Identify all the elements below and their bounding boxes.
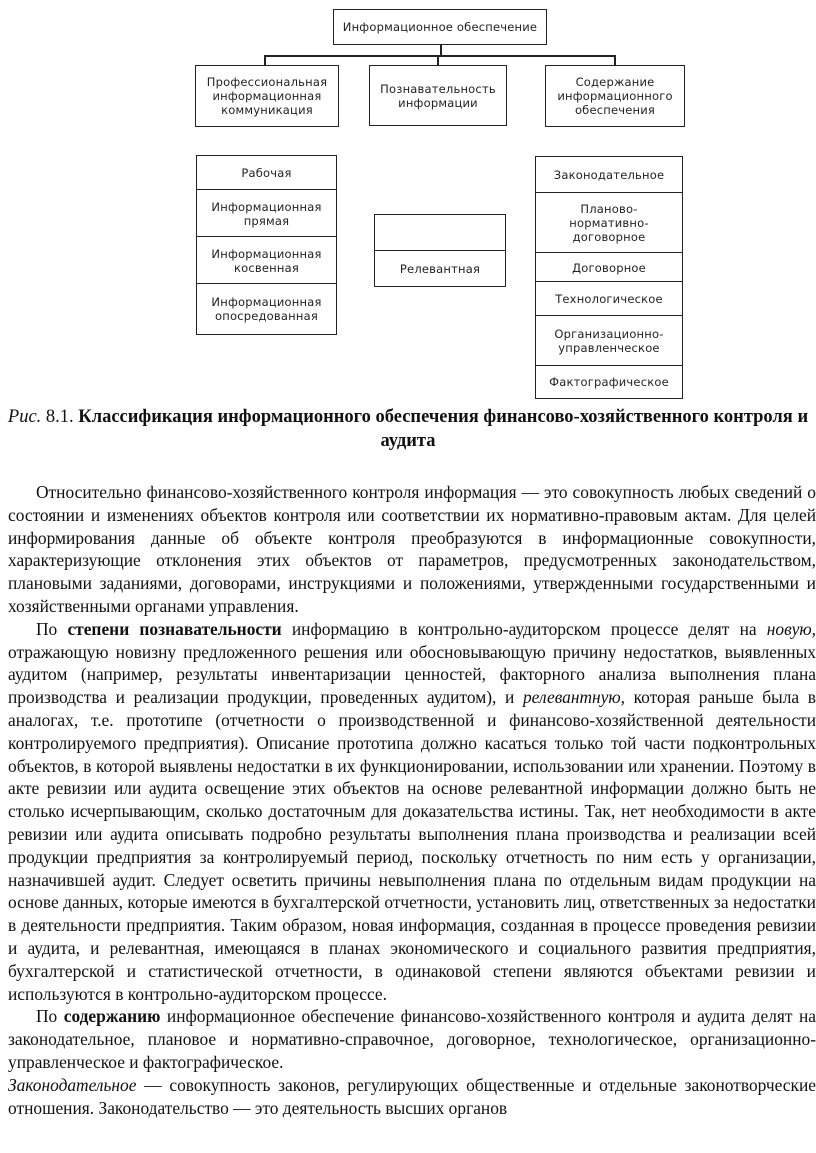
group-box-professional: Профессиональная информационная коммуникация <box>195 65 339 127</box>
p2-relevant: релевантную, <box>522 687 625 708</box>
p2-text-1: информацию в контрольно-аудиторском процессе делят на <box>281 618 767 639</box>
p2-new: новую, <box>766 618 816 639</box>
p3-term: содержанию <box>63 1006 161 1027</box>
figure-caption <box>0 405 816 453</box>
paragraph-3 <box>8 1005 816 1073</box>
connector-horizontal <box>264 55 615 57</box>
item-box-working: Рабочая <box>196 155 337 191</box>
item-box-legislative: Законодательное <box>535 156 683 194</box>
item-box-organizational: Организационно- управленческое <box>535 315 683 367</box>
item-box-relevant: Релевантная <box>374 250 506 287</box>
paragraph-4 <box>8 1074 816 1120</box>
item-box-mediated: Информационная опосредованная <box>196 283 337 335</box>
group-box-content: Содержание информационного обеспечения <box>545 65 685 127</box>
diagram-root-box: Информационное обеспечение <box>333 9 547 45</box>
paragraph-2 <box>8 618 816 1006</box>
p2-lead: По <box>36 618 68 639</box>
caption-prefix: Рис. <box>7 407 42 427</box>
p2-text-2: отражающую новизну предложенного решения или обосновывающую причину недостатков, выявленных аудитом (например, результаты инвентаризации ценностей, факторного анализа выполнения плана производства и реализации продукции, проведенных аудитом), и <box>8 641 816 708</box>
item-box-empty <box>374 214 506 252</box>
item-box-indirect: Информационная косвенная <box>196 236 337 285</box>
p3-text: информационное обеспечение финансово-хозяйственного контроля и аудита делят на законодательное, плановое и нормативно-справочное, договорное, технологическое, организационно-управленческое и фактографическое. <box>8 1006 816 1072</box>
connector-mid-down <box>437 55 439 65</box>
p3-lead: По <box>36 1006 64 1027</box>
group-box-cognitive: Познавательность информации <box>369 65 507 126</box>
classification-diagram <box>0 0 816 405</box>
item-box-factual: Фактографическое <box>535 365 683 399</box>
p2-text-3: которая раньше была в аналогах, т.е. прототипе (отчетности о производственной и финансово-хозяйственной деятельности контролируемого предприятия). Описание прототипа должно касаться только той части подконтрольных объектов, в которой выявлены недостатки в их функционировании, использовании или хранении. Поэтому в акте ревизии или аудита освещение этих объектов на основе релевантной информации должно быть не столько исчерпывающим, сколько достаточным для доказательства истины. Так, нет необходимости в акте ревизии или аудита описывать подробно результаты выполнения плана производства и реализации всей продукции предприятия за контролируемый период, поскольку отчетность по ним есть у организации, назначившей аудит. Следует осветить причины невыполнения плана по отдельным видам продукции на основе данных, которые имеются в бухгалтерской отчетности, установить лиц, ответственных за недостатки в деятельности предприятия. Таким образом, новая информация, созданная в процессе проведения ревизии и аудита, и релевантная, имеющаяся в планах экономического и социального развития предприятия, бухгалтерской и статистической отчетности, в одинаковой степени являются объектами ревизии и используются в контрольно-аудиторском процессе. <box>8 687 816 1004</box>
paragraph-1: Относительно финансово-хозяйственного контроля информация — это совокупность любых сведений о состоянии и изменениях объектов контроля или соответствии их нормативно-правовым актам. Для целей информирования данные об объекте контроля преобразуются в информационные совокупности, характеризующие отклонения этих объектов от параметров, предусмотренных законодательством, плановыми заданиями, договорами, инструкциями и положениями, утвержденными государственными и хозяйственными органами управления. <box>8 482 816 616</box>
p4-text: — совокупность законов, регулирующих общественные и отдельные законотворческие отношения. Законодательство — это деятельность высших органов <box>8 1074 816 1118</box>
item-box-direct: Информационная прямая <box>196 189 337 238</box>
item-box-contract: Договорное <box>535 252 683 283</box>
caption-title: Классификация информационного обеспечения финансово-хозяйственного контроля и аудита <box>78 407 809 451</box>
p2-term: степени познавательности <box>67 618 282 639</box>
caption-number: 8.1. <box>41 407 79 427</box>
item-box-technological: Технологическое <box>535 281 683 317</box>
body-text <box>8 481 816 1119</box>
p4-term: Законодательное <box>8 1074 137 1095</box>
connector-right-down <box>614 55 616 65</box>
item-box-planning: Планово- нормативно- договорное <box>535 192 683 254</box>
